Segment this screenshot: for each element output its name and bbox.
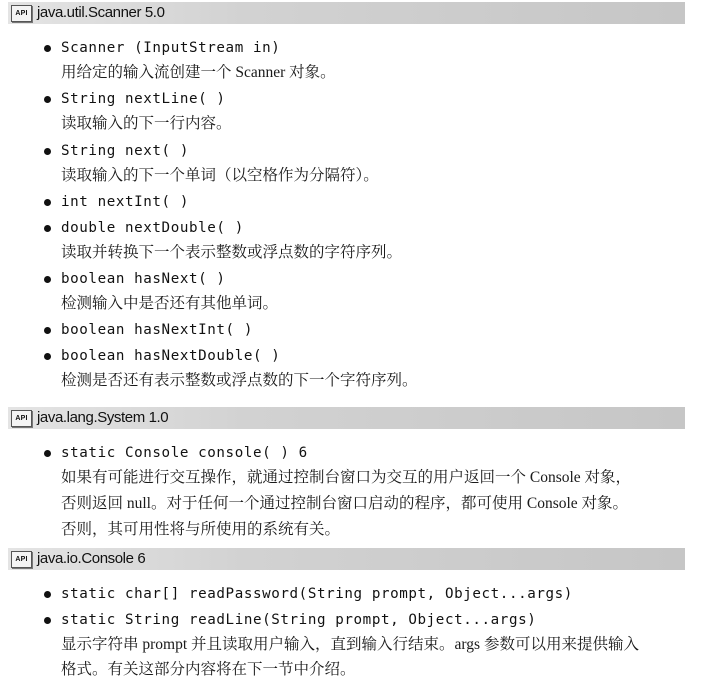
method-description: 读取并转换下一个表示整数或浮点数的字符序列。	[61, 244, 403, 261]
method-signature: boolean hasNextDouble( )	[61, 348, 281, 364]
bullet-icon	[44, 199, 51, 206]
bullet-icon	[44, 276, 51, 283]
bullet-icon	[44, 450, 51, 457]
method-signature: static Console console( ) 6	[61, 445, 308, 461]
method-description: 如果有可能进行交互操作，就通过控制台窗口为交互的用户返回一个 Console 对象，	[61, 469, 632, 486]
method-signature: static char[] readPassword(String prompt, Object...args)	[61, 586, 573, 602]
method-description: 否则，其可用性将与所使用的系统有关。	[61, 521, 341, 538]
api-header-system	[8, 407, 685, 429]
method-description: 否则返回 null。对于任何一个通过控制台窗口启动的程序，都可使用 Console 对象。	[61, 495, 629, 512]
api-badge-icon: API	[11, 5, 32, 22]
method-description: 显示字符串 prompt 并且读取用户输入，直到输入行结束。args 参数可以用来提供输入	[61, 636, 639, 653]
bullet-icon	[44, 591, 51, 598]
bullet-icon	[44, 327, 51, 334]
api-title: java.util.Scanner 5.0	[37, 4, 165, 21]
method-description: 读取输入的下一行内容。	[61, 115, 232, 132]
method-description: 用给定的输入流创建一个 Scanner 对象。	[61, 64, 336, 81]
api-badge-icon: API	[11, 410, 32, 427]
method-description: 检测是否还有表示整数或浮点数的下一个字符序列。	[61, 372, 418, 389]
api-title: java.lang.System 1.0	[37, 409, 169, 426]
method-signature: String nextLine( )	[61, 91, 226, 107]
bullet-icon	[44, 353, 51, 360]
api-title: java.io.Console 6	[37, 550, 146, 567]
bullet-icon	[44, 617, 51, 624]
bullet-icon	[44, 45, 51, 52]
bullet-icon	[44, 148, 51, 155]
method-description: 格式。有关这部分内容将在下一节中介绍。	[61, 661, 356, 678]
method-description: 检测输入中是否还有其他单词。	[61, 295, 279, 312]
api-header-scanner	[8, 2, 685, 24]
api-header-console	[8, 548, 685, 570]
method-signature: Scanner (InputStream in)	[61, 40, 281, 56]
bullet-icon	[44, 96, 51, 103]
method-signature: int nextInt( )	[61, 194, 189, 210]
method-signature: boolean hasNextInt( )	[61, 322, 253, 338]
method-signature: double nextDouble( )	[61, 220, 244, 236]
api-badge-icon: API	[11, 551, 32, 568]
method-signature: static String readLine(String prompt, Object...args)	[61, 612, 537, 628]
bullet-icon	[44, 225, 51, 232]
method-signature: String next( )	[61, 143, 189, 159]
method-signature: boolean hasNext( )	[61, 271, 226, 287]
method-description: 读取输入的下一个单词（以空格作为分隔符）。	[61, 167, 379, 184]
